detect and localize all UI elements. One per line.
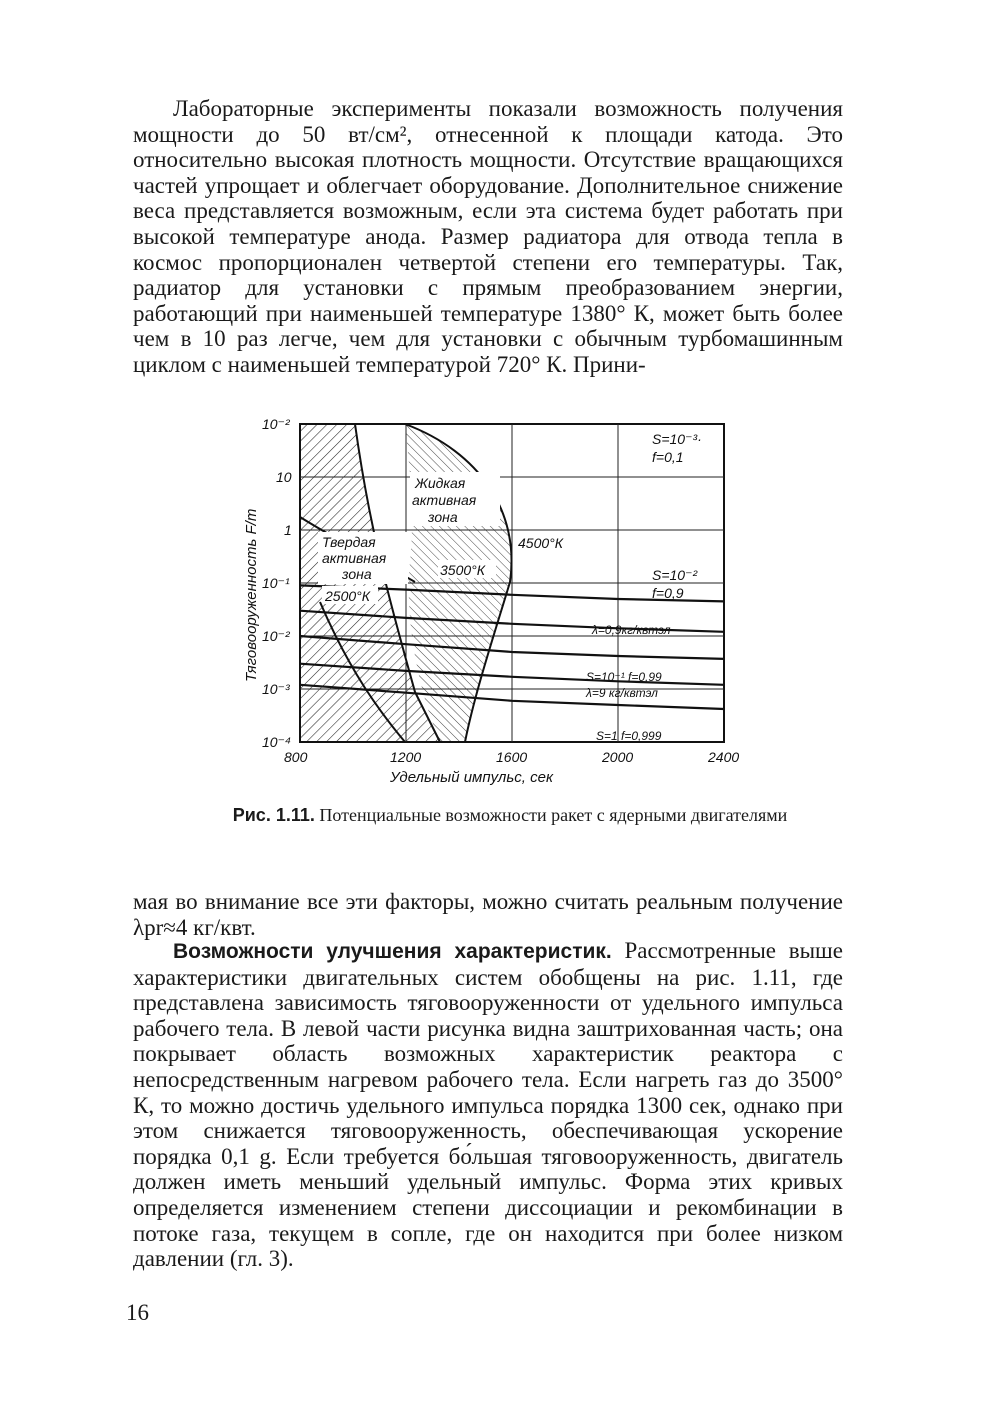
y-tick-label: 10⁻⁴ (262, 734, 292, 750)
x-tick-label: 800 (284, 749, 308, 765)
y-tick-label: 10⁻³ (262, 681, 290, 697)
series-label: λ=9 кг/квтэл (586, 686, 658, 700)
section-heading: Возможности улучшения характеристик. (173, 940, 612, 963)
series-label: f=0,1 (652, 449, 684, 465)
x-tick-label: 2400 (708, 749, 740, 765)
temp-3500-label: 3500°К (440, 562, 485, 578)
series-label: f=0,9 (652, 585, 684, 601)
y-tick-label: 10⁻² (262, 628, 290, 644)
y-tick-labels (262, 416, 292, 750)
y-axis-label: Тяговооруженность F/m (243, 508, 260, 682)
series-label: S=10⁻¹ f=0,99 (586, 670, 662, 684)
series-label: λ=0,9кг/квтэл (592, 623, 671, 637)
figure-caption (230, 805, 790, 825)
series-label: S=10⁻³· (652, 431, 702, 447)
x-tick-label: 2000 (602, 749, 634, 765)
liquid-zone-label: Жидкая (415, 475, 466, 491)
x-tick-label: 1600 (496, 749, 528, 765)
page-number: 16 (126, 1300, 149, 1325)
thrust-impulse-chart (240, 412, 780, 802)
temp-2500-label: 2500°К (325, 588, 370, 604)
liquid-zone-label: зона (428, 509, 458, 525)
x-tick-label: 1200 (390, 749, 422, 765)
solid-zone-label: Твердая (322, 534, 376, 550)
temp-4500-label: 4500°К (518, 535, 563, 551)
series-label: S=10⁻² (652, 567, 698, 583)
paragraph-3 (133, 938, 843, 1272)
y-tick-label: 10 (276, 469, 292, 485)
caption-text: Потенциальные возможности ракет с ядерными двигателями (314, 805, 788, 825)
y-tick-label: 10⁻¹ (262, 575, 290, 591)
liquid-zone-label: активная (412, 492, 477, 508)
paragraph-3-text: Рассмотренные выше характеристики двигательных систем обобщены на рис. 1.11, где представлена зависимость тяговооруженности от удельного импульса рабочего тела. В левой части рисунка видна заштрихованная часть; она покрывает область возможных характеристик реактора с непосредственным нагревом рабочего тела. Если нагреть газ до 3500° К, то можно достичь удельного импульса порядка 1300 сек, однако при этом снижается тяговооруженность, обеспечивающая ускорение порядка 0,1 g. Если требуется бо́льшая тяговооруженность, двигатель должен иметь меньший удельный импульс. Форма этих кривых определяется изменением степени диссоциации и рекомбинации в потоке газа, текущем в сопле, где он находится при более низком давлении (гл. 3). (133, 938, 843, 1272)
solid-zone-label: активная (322, 550, 387, 566)
series-label: S=1 f=0,999 (596, 729, 662, 743)
y-tick-label: 1 (284, 522, 292, 538)
x-axis-label: Удельный импульс, сек (390, 769, 554, 786)
paragraph-2: мая во внимание все эти факторы, можно считать реальным получение λpr≈4 кг/квт. (133, 889, 843, 940)
paragraph-1: Лабораторные эксперименты показали возможность получения мощности до 50 вт/см², отнесенной к площади катода. Это относительно высокая плотность мощности. Отсутствие вращающихся частей упрощает и облегчает оборудование. Дополнительное снижение веса представляется возможным, если эта система будет работать при высокой температуре анода. Размер радиатора для отвода тепла в космос пропорционален четвертой степени его температуры. Так, радиатор для установки с прямым преобразованием энергии, работающий при наименьшей температуре 1380° К, может быть более чем в 10 раз легче, чем для установки с обычным турбомашинным циклом с наименьшей температурой 720° К. Прини- (133, 96, 843, 377)
y-tick-label: 10⁻² (262, 416, 290, 432)
x-tick-labels (284, 749, 739, 765)
caption-label: Рис. 1.11. (232, 805, 315, 825)
solid-zone-label: зона (342, 566, 372, 582)
